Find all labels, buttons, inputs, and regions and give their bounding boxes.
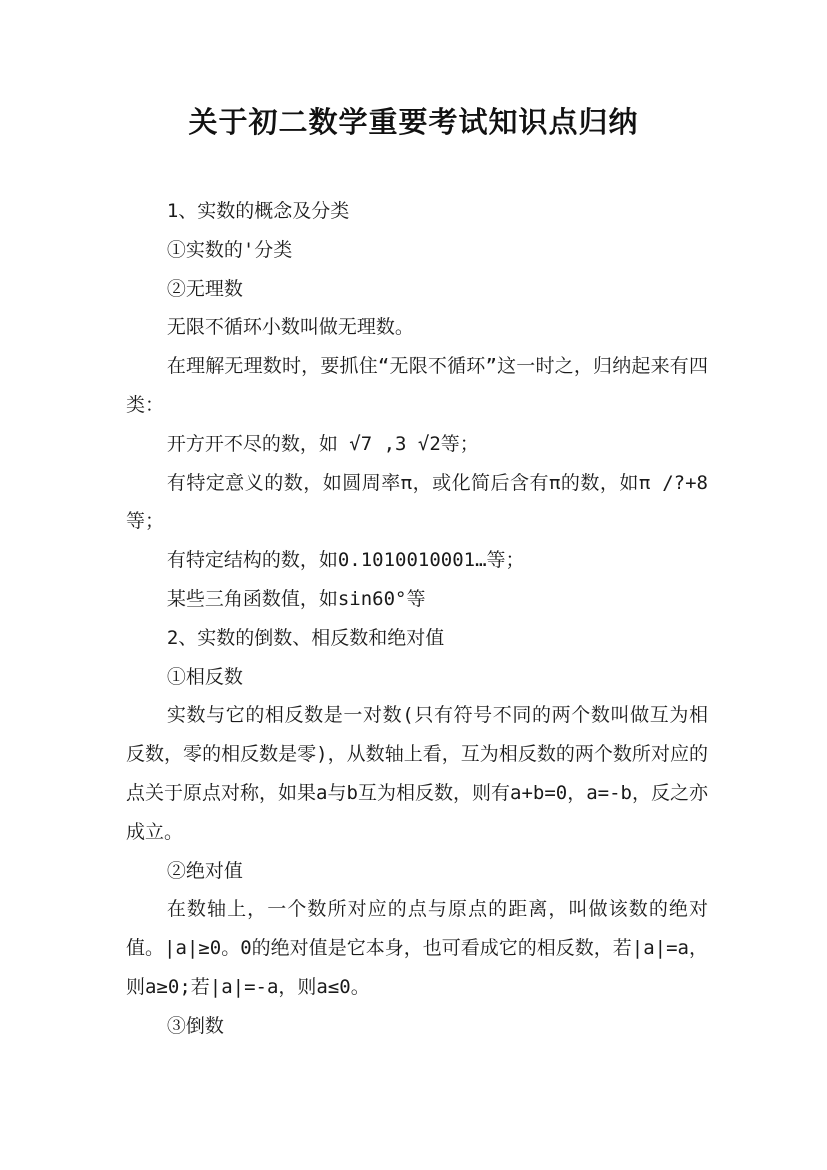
subsection-heading: ③倒数	[166, 1014, 224, 1037]
subsection-heading: ②绝对值	[166, 859, 243, 882]
body-paragraph: 在理解无理数时，要抓住“无限不循环”这一时之，归纳起来有四类：	[126, 355, 708, 416]
body-paragraph: 无限不循环小数叫做无理数。	[166, 316, 414, 339]
body-paragraph: 有特定意义的数，如圆周率π，或化简后含有π的数，如π /?+8等；	[126, 471, 708, 533]
subsection-heading: ①相反数	[166, 665, 243, 688]
subsection-heading: ②无理数	[166, 277, 243, 300]
body-paragraph: 开方开不尽的数，如 √7 ,3 √2等；	[166, 432, 479, 455]
body-paragraph: 实数与它的相反数是一对数(只有符号不同的两个数叫做互为相反数，零的相反数是零)，从数轴上看，互为相反数的两个数所对应的点关于原点对称，如果a与b互为相反数，则有a+b=0，a=-b，反之亦成立。	[126, 704, 708, 843]
document-body	[126, 192, 708, 1046]
section-heading: 1、实数的概念及分类	[166, 200, 350, 222]
document-title: 关于初二数学重要考试知识点归纳	[188, 105, 639, 139]
section-heading: 2、实数的倒数、相反数和绝对值	[166, 626, 445, 649]
subsection-heading: ①实数的'分类	[166, 238, 293, 261]
body-paragraph: 某些三角函数值，如sin60°等	[166, 587, 426, 610]
body-paragraph: 在数轴上，一个数所对应的点与原点的距离，叫做该数的绝对值。|a|≥0。0的绝对值是它本身，也可看成它的相反数，若|a|=a，则a≥0;若|a|=-a，则a≤0。	[126, 898, 708, 998]
body-paragraph: 有特定结构的数，如0.1010010001…等；	[166, 549, 525, 572]
